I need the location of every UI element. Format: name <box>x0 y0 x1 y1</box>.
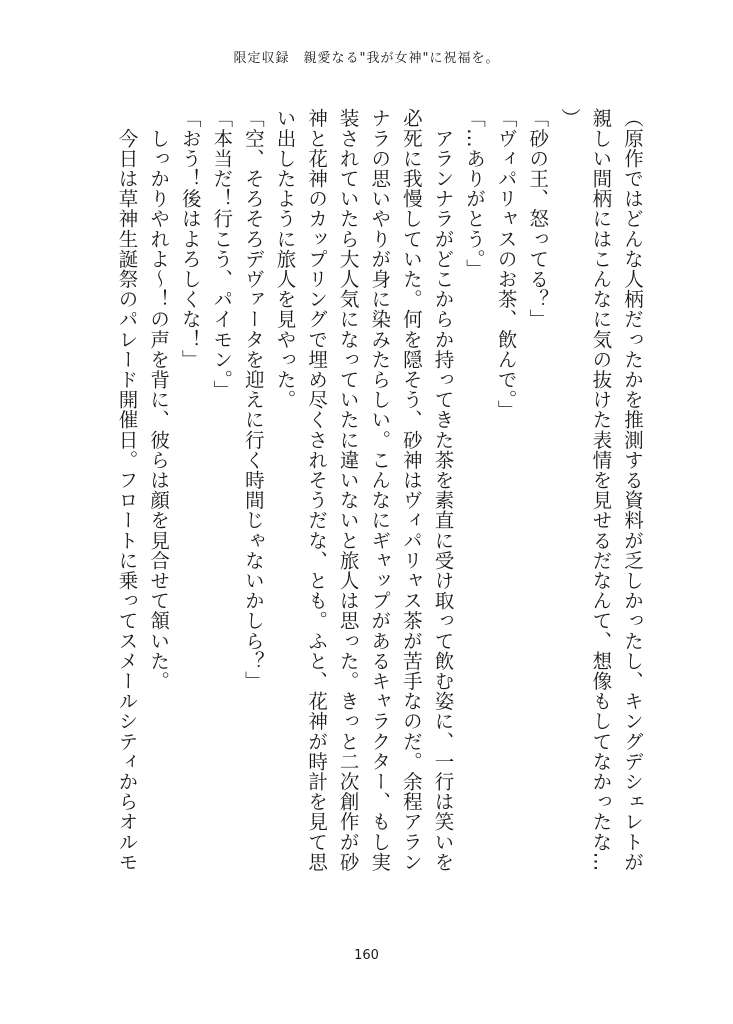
text-line: 「本当だ！行こう、パイモン。」 <box>210 108 234 400</box>
text-line: ） <box>557 108 581 129</box>
text-line: 装されていたら大人気になっていたに違いないと旅人は思った。きっと二次創作が砂 <box>336 108 360 872</box>
vertical-text-body <box>108 108 648 950</box>
text-line: 親しい間柄にはこんなに気の抜けた表情を見せるだなんて、想像もしてなかったな… <box>589 108 613 872</box>
text-line: 「…ありがとう。」 <box>463 108 487 280</box>
text-line: アランナラがどこからか持ってきた茶を素直に受け取って飲む姿に、一行は笑いを <box>431 108 455 872</box>
text-line: 今日は草神生誕祭のパレード開催日。フロートに乗ってスメールシティからオルモ <box>115 108 139 872</box>
text-line: 「空、そろそろデヴァータを迎えに行く時間じゃないかしら？」 <box>241 108 265 691</box>
text-line: ナラの思いやりが身に染みたらしい。こんなにギャップがあるキャラクター、もし実 <box>368 108 392 872</box>
text-line: 必死に我慢していた。何を隠そう、砂神はヴィパリャス茶が苦手なのだ。余程アラン <box>399 108 423 872</box>
page-number: 160 <box>354 948 379 963</box>
text-line: 「おう！後はよろしくな！」 <box>178 108 202 370</box>
text-line: 神と花神のカップリングで埋め尽くされそうだな、とも。ふと、花神が時計を見て思 <box>305 108 329 872</box>
text-line: 「ヴィパリャスのお茶、飲んで。」 <box>494 108 518 420</box>
text-line: （原作ではどんな人柄だったかを推測する資料が乏しかったし、キングデシェレトが <box>621 108 644 872</box>
running-header: 限定収録 親愛なる"我が女神"に祝福を。 <box>233 51 500 66</box>
text-line: 「砂の王、怒ってる？」 <box>526 108 550 330</box>
text-line: しっかりやれよ〜！の声を背に、彼らは顔を見合せて頷いた。 <box>147 108 171 691</box>
text-line: い出したように旅人を見やった。 <box>273 108 297 410</box>
